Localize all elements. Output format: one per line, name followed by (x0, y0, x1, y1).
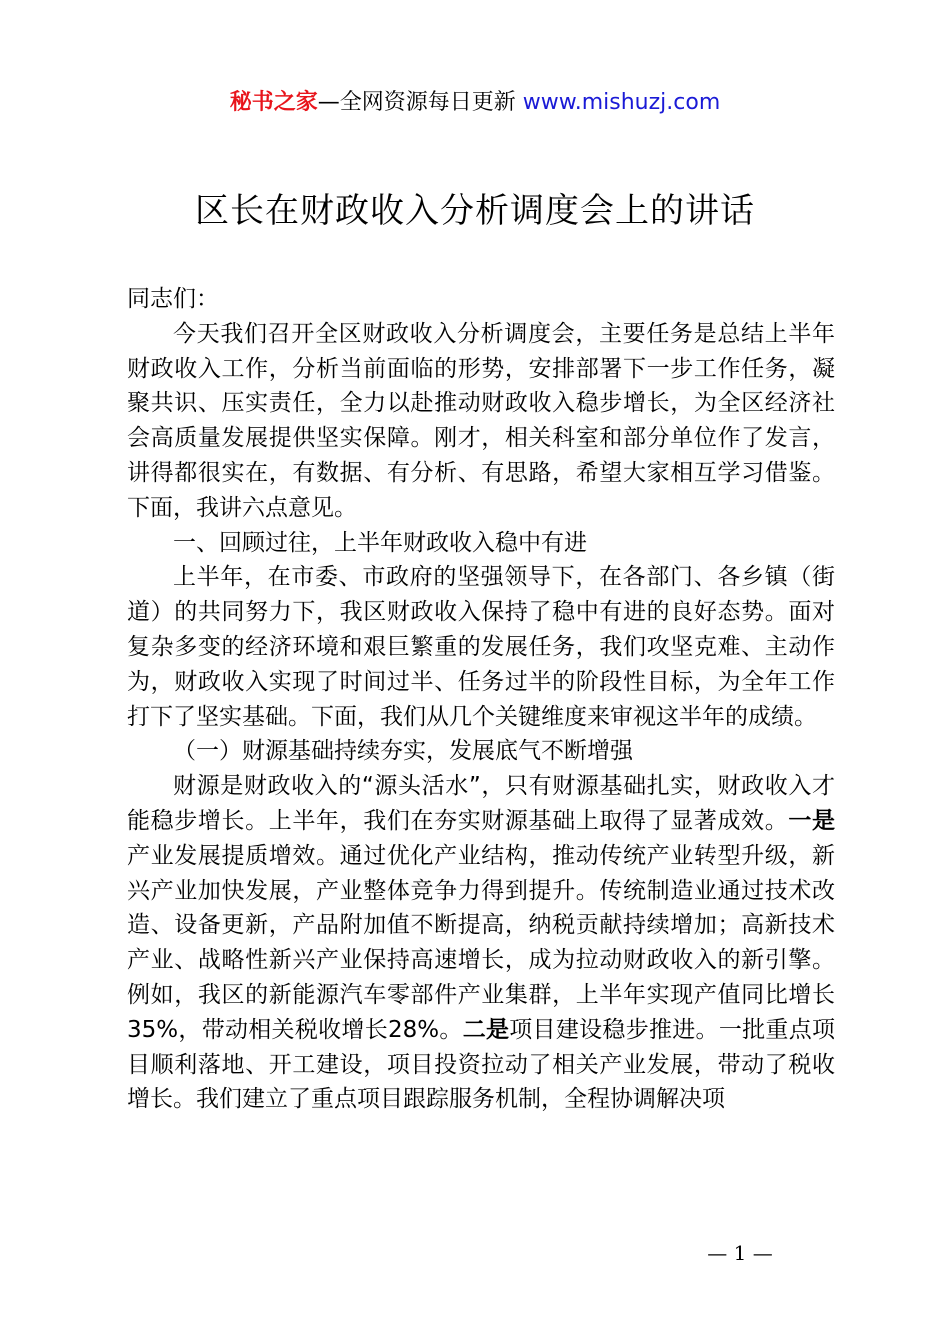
header-url-link[interactable]: www.mishuzj.com (522, 90, 721, 115)
section-1-paragraph: 上半年，在市委、市政府的坚强领导下，在各部门、各乡镇（街道）的共同努力下，我区财政收入保持了稳中有进的良好态势。面对复杂多变的经济环境和艰巨繁重的发展任务，我们攻坚克难、主动作为，财政收入实现了时间过半、任务过半的阶段性目标，为全年工作打下了坚实基础。下面，我们从几个关键维度来审视这半年的成绩。 (127, 564, 835, 730)
document-body (127, 282, 835, 1117)
paragraph-text: 项目建设稳步推进。一批重点项目顺利落地、开工建设，项目投资拉动了相关产业发展，带动了税收增长。我们建立了重点项目跟踪服务机制，全程协调解决项 (127, 1016, 835, 1113)
header-tagline: —全网资源每日更新 (317, 90, 523, 115)
intro-paragraph: 今天我们召开全区财政收入分析调度会，主要任务是总结上半年财政收入工作，分析当前面临的形势，安排部署下一步工作任务，凝聚共识、压实责任，全力以赴推动财政收入稳步增长，为全区经济社会高质量发展提供坚实保障。刚才，相关科室和部分单位作了发言，讲得都很实在，有数据、有分析、有思路，希望大家相互学习借鉴。下面，我讲六点意见。 (127, 320, 835, 521)
paragraph-text: 产业发展提质增效。通过优化产业结构，推动传统产业转型升级，新兴产业加快发展，产业整体竞争力得到提升。传统制造业通过技术改造、设备更新，产品附加值不断提高，纳税贡献持续增加；高新技术产业、战略性新兴产业保持高速增长，成为拉动财政收入的新引擎。例如，我区的新能源汽车零部件产业集群，上半年实现产值同比增长35%，带动相关税收增长28%。 (127, 842, 835, 1043)
brand-name: 秘书之家 (229, 90, 318, 115)
bold-ordinal-1: 一是 (788, 807, 836, 834)
document-title: 区长在财政收入分析调度会上的讲话 (195, 191, 755, 231)
salutation: 同志们： (127, 286, 219, 312)
section-heading-1: 一、回顾过往，上半年财政收入稳中有进 (173, 529, 587, 556)
site-header (0, 88, 950, 118)
subsection-heading-1: （一）财源基础持续夯实，发展底气不断增强 (173, 738, 633, 765)
bold-ordinal-2: 二是 (462, 1016, 510, 1043)
page-number: — 1 — (707, 1241, 773, 1265)
paragraph-text: 财源是财政收入的“源头活水”，只有财源基础扎实，财政收入才能稳步增长。上半年，我们在夯实财源基础上取得了显著成效。 (127, 773, 835, 834)
subsection-1-paragraph (127, 769, 835, 1117)
